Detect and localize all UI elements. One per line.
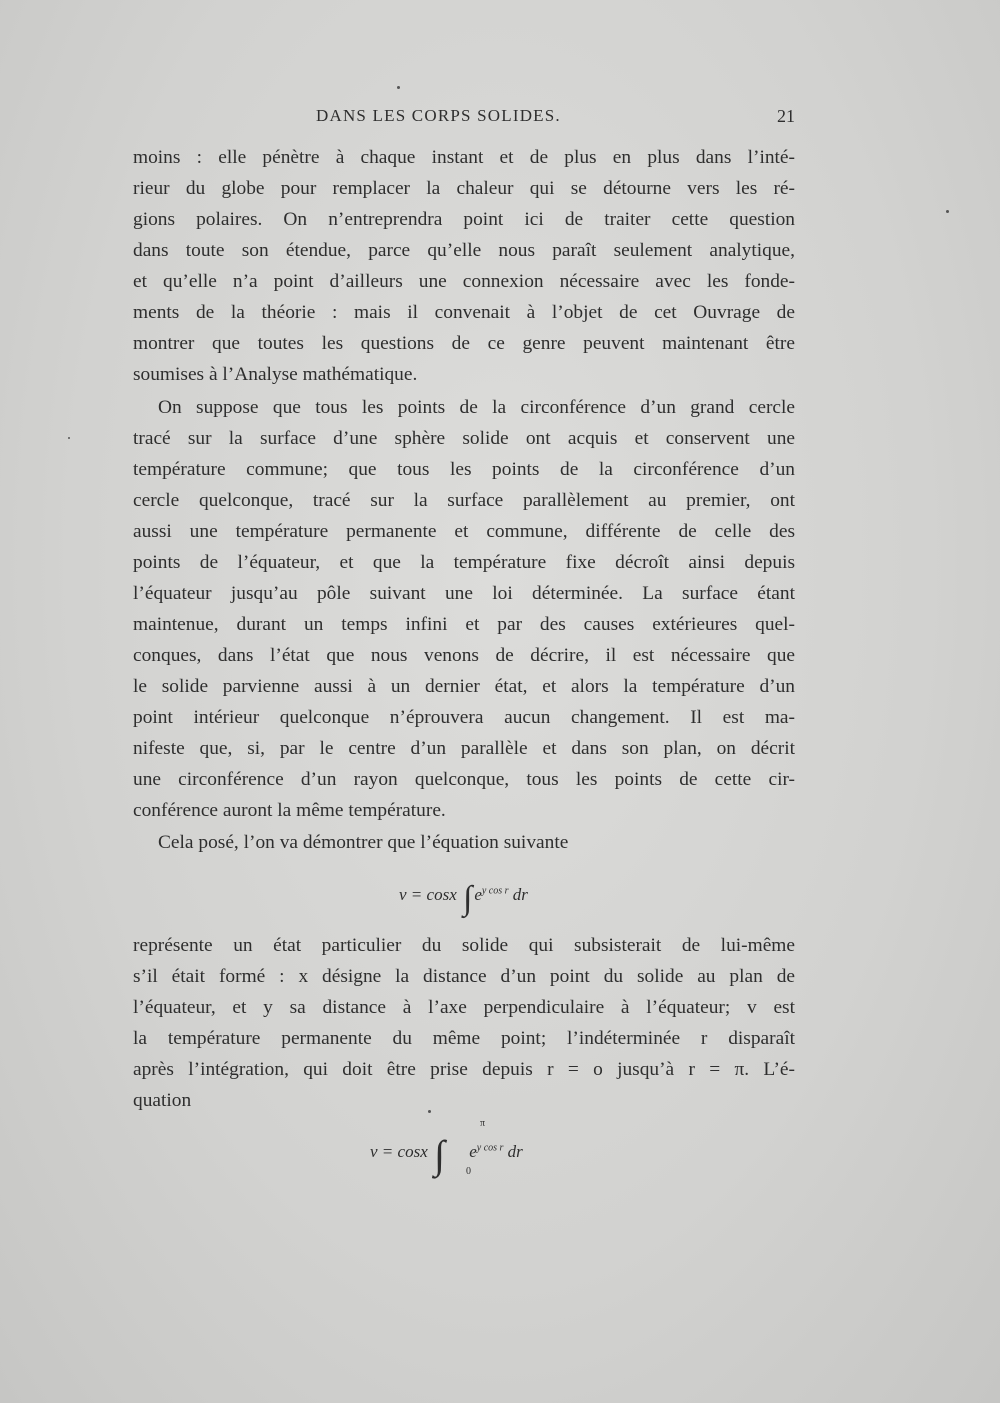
text-line: moins : elle pénètre à chaque instant et de plus en plus dans l’inté-	[133, 147, 795, 168]
integral-sign: ∫	[462, 880, 473, 917]
equation-2	[370, 1132, 523, 1177]
print-speck	[68, 437, 70, 439]
running-title: DANS LES CORPS SOLIDES.	[316, 106, 561, 125]
page-number: 21	[777, 106, 795, 126]
eq-exponent: y cos r	[476, 1142, 504, 1154]
running-head	[133, 106, 795, 132]
text-line: aussi une température permanente et commune, différente de celle des	[133, 521, 795, 542]
text-line: conférence auront la même température.	[133, 800, 446, 821]
equation-1	[399, 882, 528, 916]
text-line: une circonférence d’un rayon quelconque, tous les points de cette cir-	[133, 769, 795, 790]
text-line: la température permanente du même point; l’indéterminée r disparaît	[133, 1028, 795, 1049]
eq-var-x: x	[449, 885, 457, 904]
text-line: cercle quelconque, tracé sur la surface parallèlement au premier, ont	[133, 490, 795, 511]
text-line: soumises à l’Analyse mathématique.	[133, 364, 418, 385]
eq-var-x: x	[420, 1142, 428, 1161]
eq-exponent: y cos r	[481, 885, 509, 897]
text-line: points de l’équateur, et que la température fixe décroît ainsi depuis	[133, 552, 795, 573]
eq-base: e	[474, 885, 482, 904]
text-line: représente un état particulier du solide qui subsisterait de lui-même	[133, 935, 795, 956]
eq-differential: dr	[507, 1142, 523, 1161]
eq-lhs: v = cos	[370, 1142, 421, 1161]
text-line: l’équateur, et y sa distance à l’axe perpendiculaire à l’équateur; v est	[133, 997, 795, 1018]
text-line: le solide parvienne aussi à un dernier état, et alors la température d’un	[133, 676, 795, 697]
text-line: montrer que toutes les questions de ce genre peuvent maintenant être	[133, 333, 795, 354]
text-line: après l’intégration, qui doit être prise depuis r = o jusqu’à r = π. L’é-	[133, 1059, 795, 1080]
text-line: dans toute son étendue, parce qu’elle nous paraît seulement analytique,	[133, 240, 795, 261]
text-line: rieur du globe pour remplacer la chaleur qui se détourne vers les ré-	[133, 178, 795, 199]
text-line: ments de la théorie : mais il convenait à l’objet de cet Ouvrage de	[133, 302, 795, 323]
eq-lhs: v = cos	[399, 885, 450, 904]
integral-sign: ∫	[433, 1132, 445, 1177]
text-line: gions polaires. On n’entreprendra point ici de traiter cette question	[133, 209, 795, 230]
text-line: nifeste que, si, par le centre d’un parallèle et dans son plan, on décrit	[133, 738, 795, 759]
print-speck	[428, 1110, 431, 1113]
text-line: conques, dans l’état que nous venons de décrire, il est nécessaire que	[133, 645, 795, 666]
text-line: s’il était formé : x désigne la distance d’un point du solide au plan de	[133, 966, 795, 987]
print-speck	[946, 210, 949, 213]
paragraph-first-line: On suppose que tous les points de la circonférence d’un grand cercle	[158, 397, 795, 418]
integral-lower-limit: 0	[466, 1166, 471, 1177]
print-speck	[397, 86, 400, 89]
paragraph-first-line: Cela posé, l’on va démontrer que l’équation suivante	[158, 832, 569, 853]
eq-base: e	[469, 1142, 477, 1161]
text-line: tracé sur la surface d’une sphère solide ont acquis et conservent une	[133, 428, 795, 449]
text-line: point intérieur quelconque n’éprouvera aucun changement. Il est ma-	[133, 707, 795, 728]
integral-upper-limit: π	[480, 1118, 486, 1129]
text-line: et qu’elle n’a point d’ailleurs une connexion nécessaire avec les fonde-	[133, 271, 795, 292]
eq-differential: dr	[512, 885, 528, 904]
text-line: quation	[133, 1090, 192, 1111]
text-line: maintenue, durant un temps infini et par des causes extérieures quel-	[133, 614, 795, 635]
text-line: l’équateur jusqu’au pôle suivant une loi déterminée. La surface étant	[133, 583, 795, 604]
text-line: température commune; que tous les points de la circonférence d’un	[133, 459, 795, 480]
